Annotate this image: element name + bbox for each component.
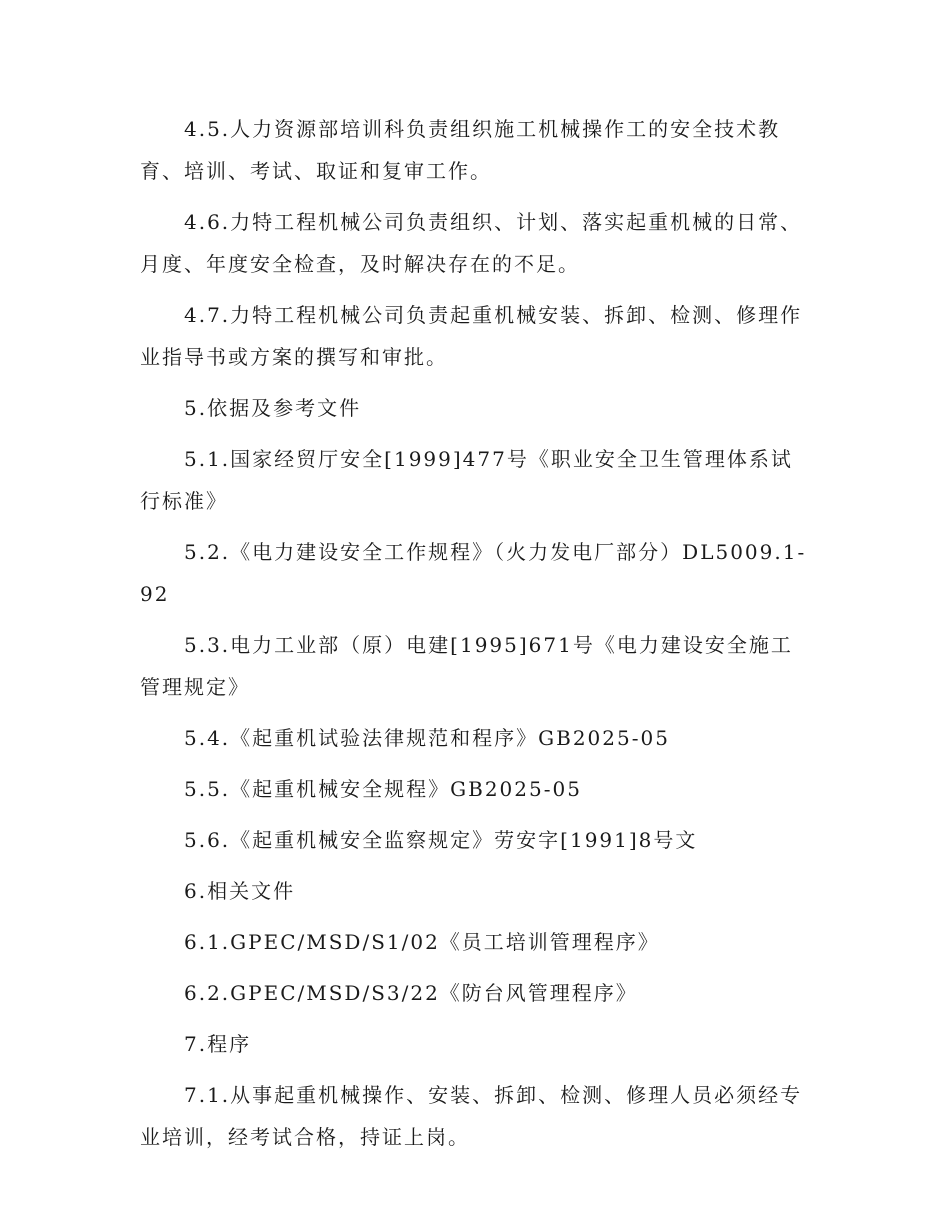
document-body [140, 108, 812, 1167]
clause-7-1: 7.1.从事起重机械操作、安装、拆卸、检测、修理人员必须经专业培训，经考试合格，持证上岗。 [140, 1083, 803, 1149]
clause-4-5: 4.5.人力资源部培训科负责组织施工机械操作工的安全技术教育、培训、考试、取证和复审工作。 [140, 117, 781, 183]
clause-5-6: 5.6.《起重机械安全监察规定》劳安字[1991]8号文 [184, 828, 698, 852]
clause-4-7: 4.7.力特工程机械公司负责起重机械安装、拆卸、检测、修理作业指导书或方案的撰写和审批。 [140, 303, 803, 369]
clause-6-1: 6.1.GPEC/MSD/S1/02《员工培训管理程序》 [184, 930, 660, 954]
section-6-heading: 6.相关文件 [184, 879, 296, 903]
section-7-heading: 7.程序 [184, 1032, 252, 1056]
clause-6-2: 6.2.GPEC/MSD/S3/22《防台风管理程序》 [184, 981, 638, 1005]
clause-5-4: 5.4.《起重机试验法律规范和程序》GB2025-05 [184, 726, 670, 750]
clause-5-5: 5.5.《起重机械安全规程》GB2025-05 [184, 777, 582, 801]
clause-5-1: 5.1.国家经贸厅安全[1999]477号《职业安全卫生管理体系试行标准》 [140, 447, 793, 513]
clause-5-2: 5.2.《电力建设安全工作规程》（火力发电厂部分）DL5009.1-92 [140, 540, 807, 606]
section-5-heading: 5.依据及参考文件 [184, 396, 362, 420]
clause-5-3: 5.3.电力工业部（原）电建[1995]671号《电力建设安全施工管理规定》 [140, 633, 793, 699]
clause-4-6: 4.6.力特工程机械公司负责组织、计划、落实起重机械的日常、月度、年度安全检查，及时解决存在的不足。 [140, 210, 803, 276]
